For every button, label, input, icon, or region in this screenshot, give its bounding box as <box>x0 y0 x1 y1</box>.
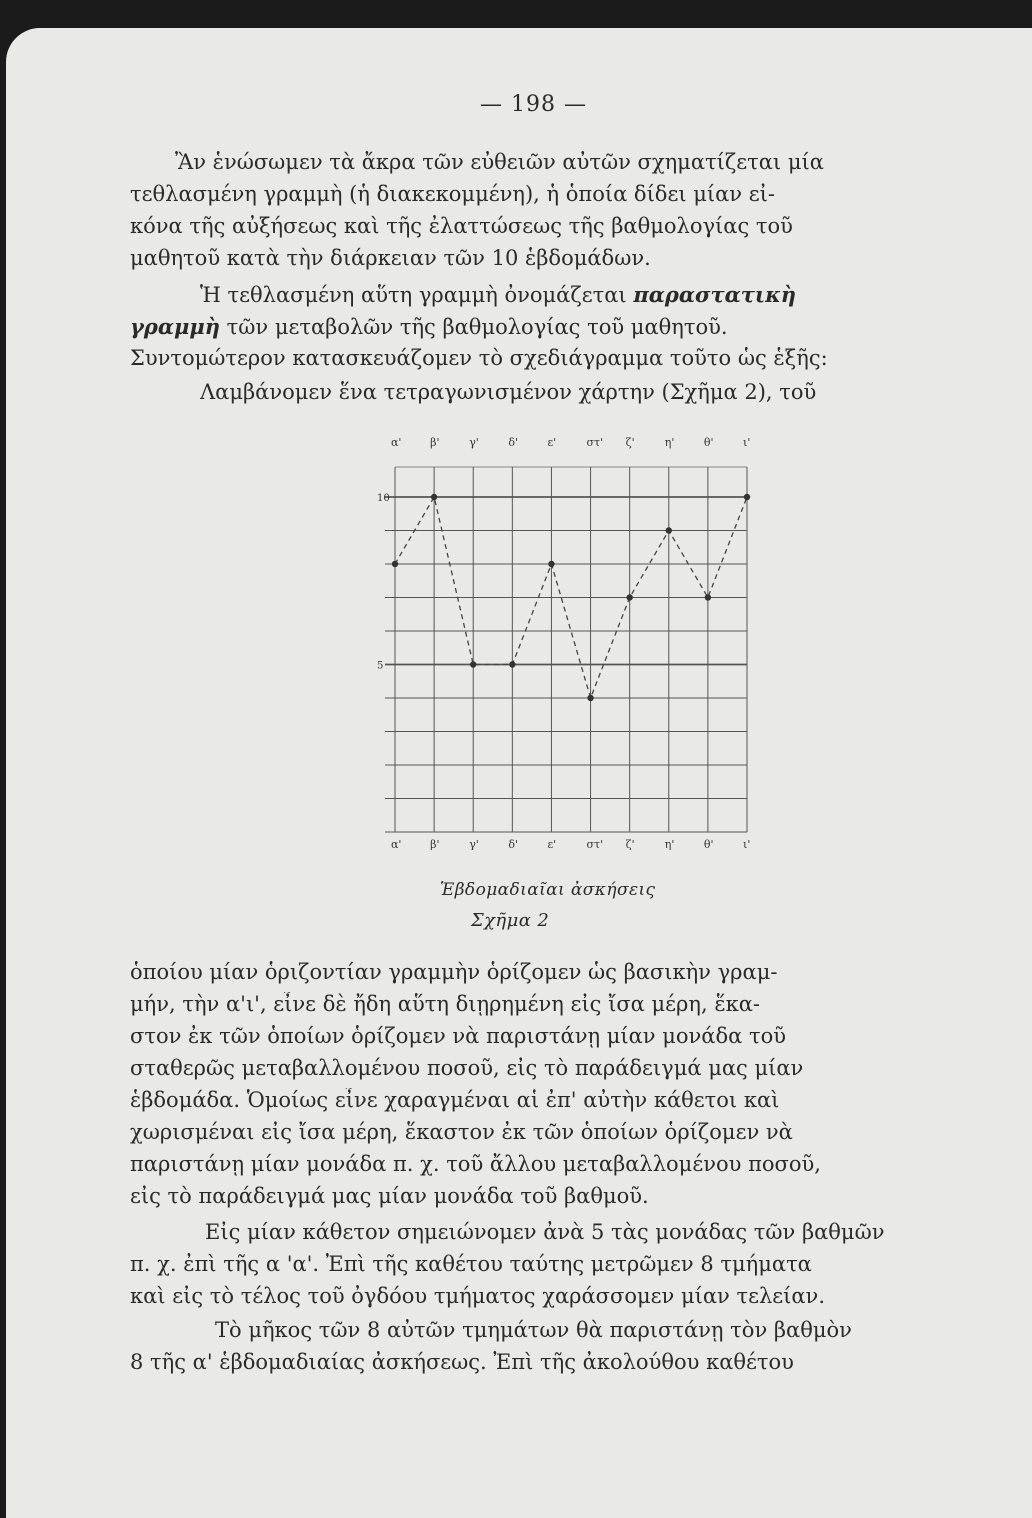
x-tick-label-bottom: ι' <box>743 838 751 850</box>
x-tick-label-top: α' <box>391 436 402 449</box>
text-line: Τὸ μῆκος τῶν 8 αὐτῶν τμημάτων θὰ παριστάνῃ τὸν βαθμὸν <box>215 1318 852 1342</box>
x-labels-top <box>391 436 750 449</box>
data-point <box>705 594 711 600</box>
x-tick-label-top: στ' <box>586 436 604 449</box>
x-labels-bottom <box>391 838 750 850</box>
x-tick-label-bottom: ε' <box>547 838 557 850</box>
term-line <box>200 282 1032 307</box>
term-line-text: Ἡ τεθλασμένη αὕτη γραμμὴ ὀνομάζεται <box>200 283 634 307</box>
term-emphasis: παραστατικὴ <box>633 282 797 307</box>
data-point <box>509 661 515 667</box>
data-point <box>431 494 437 500</box>
term-line-2 <box>130 314 990 339</box>
data-point <box>626 594 632 600</box>
x-tick-label-bottom: θ' <box>703 838 714 850</box>
x-tick-label-bottom: στ' <box>586 838 604 850</box>
x-tick-label-top: ζ' <box>625 436 635 449</box>
y-tick-label: 5 <box>377 660 384 672</box>
text-line: στον ἐκ τῶν ὁποίων ὁρίζομεν νὰ παριστάνῃ μίαν μονάδα τοῦ <box>130 1024 787 1048</box>
text-line: εἰς τὸ παράδειγμά μας μίαν μονάδα τοῦ βαθμοῦ. <box>130 1184 649 1208</box>
x-tick-label-top: δ' <box>508 436 518 449</box>
x-tick-label-bottom: ζ' <box>625 838 635 850</box>
x-tick-label-top: γ' <box>469 436 479 449</box>
x-tick-label-bottom: γ' <box>469 838 479 850</box>
term-line-2-text: τῶν μεταβολῶν τῆς βαθμολογίας τοῦ μαθητοῦ. <box>220 315 728 339</box>
text-line: μήν, τὴν α'ι', εἶνε δὲ ἤδη αὕτη διῃρημένη εἰς ἴσα μέρη, ἕκα- <box>130 992 761 1016</box>
data-point <box>666 527 672 533</box>
text-line: καὶ εἰς τὸ τέλος τοῦ ὀγδόου τμήματος χαράσσομεν μίαν τελείαν. <box>130 1284 825 1308</box>
x-tick-label-bottom: β' <box>430 838 440 850</box>
text-line: Ἂν ἑνώσωμεν τὰ ἄκρα τῶν εὐθειῶν αὐτῶν σχηματίζεται μία <box>175 150 824 174</box>
text-line: ὁποίου μίαν ὁριζοντίαν γραμμὴν ὁρίζομεν ὡς βασικὴν γραμ- <box>130 960 778 984</box>
text-line: π. χ. ἐπὶ τῆς α 'α'. Ἐπὶ τῆς καθέτου ταύτης μετρῶμεν 8 τμήματα <box>130 1252 812 1276</box>
term-emphasis-2: γραμμὴ <box>130 314 220 339</box>
text-line: ἑβδομάδα. Ὁμοίως εἶνε χαραγμέναι αἱ ἐπ' αὐτὴν κάθετοι καὶ <box>130 1088 780 1112</box>
page-number: — 198 — <box>480 92 587 117</box>
x-tick-label-top: ε' <box>547 436 557 449</box>
data-point <box>587 695 593 701</box>
x-tick-label-top: η' <box>664 436 675 449</box>
x-tick-label-bottom: α' <box>391 838 402 850</box>
x-tick-label-top: θ' <box>703 436 714 449</box>
text-line: κόνα τῆς αὐξήσεως καὶ τῆς ἐλαττώσεως τῆς βαθμολογίας τοῦ <box>130 214 793 238</box>
figure-axis-caption: Ἑβδομαδιαῖαι ἀσκήσεις <box>440 880 656 900</box>
figure-chart <box>370 430 770 850</box>
data-point <box>470 661 476 667</box>
data-point <box>744 494 750 500</box>
text-line: χωρισμέναι εἰς ἴσα μέρη, ἕκαστον ἐκ τῶν ὁποίων ὁρίζομεν νὰ <box>130 1120 793 1144</box>
text-line: παριστάνῃ μίαν μονάδα π. χ. τοῦ ἄλλου μεταβαλλομένου ποσοῦ, <box>130 1152 821 1176</box>
x-tick-label-bottom: δ' <box>508 838 518 850</box>
data-point <box>392 561 398 567</box>
text-line: Συντομώτερον κατασκευάζομεν τὸ σχεδιάγραμμα τοῦτο ὡς ἑξῆς: <box>130 346 828 370</box>
x-tick-label-top: ι' <box>743 436 751 449</box>
y-tick-labels <box>377 493 390 672</box>
text-line: 8 τῆς α' ἑβδομαδιαίας ἀσκήσεως. Ἐπὶ τῆς ἀκολούθου καθέτου <box>130 1350 794 1374</box>
text-line: σταθερῶς μεταβαλλομένου ποσοῦ, εἰς τὸ παράδειγμά μας μίαν <box>130 1056 804 1080</box>
text-line: Λαμβάνομεν ἕνα τετραγωνισμένον χάρτην (Σχῆμα 2), τοῦ <box>200 380 817 404</box>
data-point <box>548 561 554 567</box>
text-line: τεθλασμένη γραμμὴ (ἡ διακεκομμένη), ἡ ὁποία δίδει μίαν εἰ- <box>130 182 775 206</box>
text-line: μαθητοῦ κατὰ τὴν διάρκειαν τῶν 10 ἑβδομάδων. <box>130 246 651 270</box>
x-tick-label-top: β' <box>430 436 440 449</box>
x-tick-label-bottom: η' <box>664 838 675 850</box>
y-tick-label: 10 <box>377 493 390 504</box>
text-line: Εἰς μίαν κάθετον σημειώνομεν ἀνὰ 5 τὰς μονάδας τῶν βαθμῶν <box>205 1220 885 1244</box>
figure-title: Σχῆμα 2 <box>471 910 550 931</box>
